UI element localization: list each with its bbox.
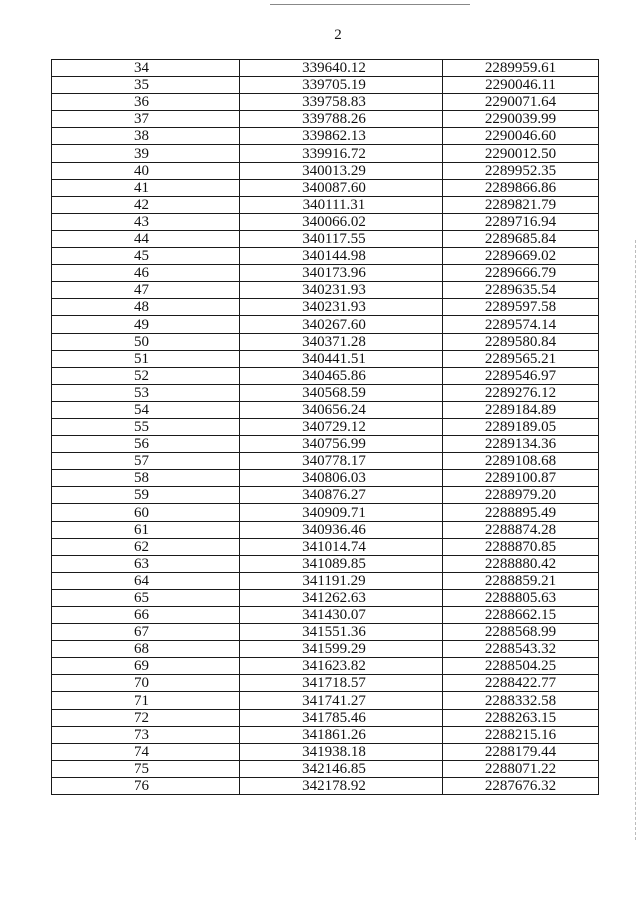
table-row bbox=[52, 230, 599, 247]
x-coordinate-cell: 340371.28 bbox=[240, 333, 443, 350]
y-coordinate-cell: 2288504.25 bbox=[443, 658, 599, 675]
point-number-cell: 39 bbox=[52, 145, 240, 162]
y-coordinate-cell: 2287676.32 bbox=[443, 777, 599, 794]
table-row bbox=[52, 607, 599, 624]
table-row bbox=[52, 470, 599, 487]
table-row bbox=[52, 384, 599, 401]
x-coordinate-cell: 340465.86 bbox=[240, 367, 443, 384]
x-coordinate-cell: 339758.83 bbox=[240, 94, 443, 111]
x-coordinate-cell: 340756.99 bbox=[240, 436, 443, 453]
point-number-cell: 45 bbox=[52, 248, 240, 265]
point-number-cell: 57 bbox=[52, 453, 240, 470]
y-coordinate-cell: 2289669.02 bbox=[443, 248, 599, 265]
point-number-cell: 64 bbox=[52, 572, 240, 589]
x-coordinate-cell: 340568.59 bbox=[240, 384, 443, 401]
x-coordinate-cell: 341262.63 bbox=[240, 589, 443, 606]
table-row bbox=[52, 213, 599, 230]
point-number-cell: 65 bbox=[52, 589, 240, 606]
table-row bbox=[52, 316, 599, 333]
y-coordinate-cell: 2290039.99 bbox=[443, 111, 599, 128]
table-row bbox=[52, 282, 599, 299]
y-coordinate-cell: 2289134.36 bbox=[443, 436, 599, 453]
y-coordinate-cell: 2289189.05 bbox=[443, 418, 599, 435]
y-coordinate-cell: 2288979.20 bbox=[443, 487, 599, 504]
y-coordinate-cell: 2290071.64 bbox=[443, 94, 599, 111]
y-coordinate-cell: 2289276.12 bbox=[443, 384, 599, 401]
point-number-cell: 75 bbox=[52, 760, 240, 777]
table-row bbox=[52, 128, 599, 145]
point-number-cell: 49 bbox=[52, 316, 240, 333]
x-coordinate-cell: 339788.26 bbox=[240, 111, 443, 128]
table-row bbox=[52, 367, 599, 384]
point-number-cell: 50 bbox=[52, 333, 240, 350]
y-coordinate-cell: 2289952.35 bbox=[443, 162, 599, 179]
table-row bbox=[52, 760, 599, 777]
x-coordinate-cell: 340013.29 bbox=[240, 162, 443, 179]
y-coordinate-cell: 2288422.77 bbox=[443, 675, 599, 692]
point-number-cell: 68 bbox=[52, 641, 240, 658]
x-coordinate-cell: 340173.96 bbox=[240, 265, 443, 282]
table-row bbox=[52, 265, 599, 282]
y-coordinate-cell: 2288215.16 bbox=[443, 726, 599, 743]
x-coordinate-cell: 341191.29 bbox=[240, 572, 443, 589]
table-row bbox=[52, 641, 599, 658]
x-coordinate-cell: 340144.98 bbox=[240, 248, 443, 265]
point-number-cell: 70 bbox=[52, 675, 240, 692]
table-row bbox=[52, 692, 599, 709]
x-coordinate-cell: 340936.46 bbox=[240, 521, 443, 538]
x-coordinate-cell: 341089.85 bbox=[240, 555, 443, 572]
x-coordinate-cell: 340231.93 bbox=[240, 282, 443, 299]
scan-edge-line bbox=[635, 240, 636, 840]
coordinates-table bbox=[51, 59, 599, 795]
y-coordinate-cell: 2289666.79 bbox=[443, 265, 599, 282]
point-number-cell: 63 bbox=[52, 555, 240, 572]
table-row bbox=[52, 94, 599, 111]
point-number-cell: 61 bbox=[52, 521, 240, 538]
y-coordinate-cell: 2289184.89 bbox=[443, 401, 599, 418]
x-coordinate-cell: 340729.12 bbox=[240, 418, 443, 435]
x-coordinate-cell: 340876.27 bbox=[240, 487, 443, 504]
point-number-cell: 40 bbox=[52, 162, 240, 179]
x-coordinate-cell: 339862.13 bbox=[240, 128, 443, 145]
y-coordinate-cell: 2288263.15 bbox=[443, 709, 599, 726]
table-row bbox=[52, 77, 599, 94]
y-coordinate-cell: 2288543.32 bbox=[443, 641, 599, 658]
x-coordinate-cell: 341741.27 bbox=[240, 692, 443, 709]
point-number-cell: 47 bbox=[52, 282, 240, 299]
x-coordinate-cell: 341785.46 bbox=[240, 709, 443, 726]
table-row bbox=[52, 658, 599, 675]
point-number-cell: 76 bbox=[52, 777, 240, 794]
table-row bbox=[52, 624, 599, 641]
table-row bbox=[52, 453, 599, 470]
y-coordinate-cell: 2288568.99 bbox=[443, 624, 599, 641]
table-row bbox=[52, 145, 599, 162]
coordinates-table-body bbox=[52, 60, 599, 795]
table-row bbox=[52, 436, 599, 453]
x-coordinate-cell: 341014.74 bbox=[240, 538, 443, 555]
y-coordinate-cell: 2289108.68 bbox=[443, 453, 599, 470]
point-number-cell: 73 bbox=[52, 726, 240, 743]
y-coordinate-cell: 2289685.84 bbox=[443, 230, 599, 247]
y-coordinate-cell: 2289635.54 bbox=[443, 282, 599, 299]
y-coordinate-cell: 2289716.94 bbox=[443, 213, 599, 230]
x-coordinate-cell: 340267.60 bbox=[240, 316, 443, 333]
y-coordinate-cell: 2289580.84 bbox=[443, 333, 599, 350]
x-coordinate-cell: 341623.82 bbox=[240, 658, 443, 675]
point-number-cell: 38 bbox=[52, 128, 240, 145]
y-coordinate-cell: 2289574.14 bbox=[443, 316, 599, 333]
x-coordinate-cell: 340778.17 bbox=[240, 453, 443, 470]
table-row bbox=[52, 572, 599, 589]
x-coordinate-cell: 340066.02 bbox=[240, 213, 443, 230]
y-coordinate-cell: 2289546.97 bbox=[443, 367, 599, 384]
x-coordinate-cell: 340656.24 bbox=[240, 401, 443, 418]
point-number-cell: 44 bbox=[52, 230, 240, 247]
table-row bbox=[52, 418, 599, 435]
table-row bbox=[52, 333, 599, 350]
point-number-cell: 53 bbox=[52, 384, 240, 401]
x-coordinate-cell: 339705.19 bbox=[240, 77, 443, 94]
x-coordinate-cell: 341718.57 bbox=[240, 675, 443, 692]
point-number-cell: 72 bbox=[52, 709, 240, 726]
point-number-cell: 59 bbox=[52, 487, 240, 504]
table-row bbox=[52, 521, 599, 538]
table-row bbox=[52, 726, 599, 743]
y-coordinate-cell: 2289821.79 bbox=[443, 196, 599, 213]
point-number-cell: 54 bbox=[52, 401, 240, 418]
y-coordinate-cell: 2288870.85 bbox=[443, 538, 599, 555]
point-number-cell: 37 bbox=[52, 111, 240, 128]
x-coordinate-cell: 342146.85 bbox=[240, 760, 443, 777]
x-coordinate-cell: 341599.29 bbox=[240, 641, 443, 658]
x-coordinate-cell: 341861.26 bbox=[240, 726, 443, 743]
x-coordinate-cell: 341938.18 bbox=[240, 743, 443, 760]
point-number-cell: 71 bbox=[52, 692, 240, 709]
table-row bbox=[52, 504, 599, 521]
x-coordinate-cell: 339916.72 bbox=[240, 145, 443, 162]
table-row bbox=[52, 248, 599, 265]
y-coordinate-cell: 2288071.22 bbox=[443, 760, 599, 777]
x-coordinate-cell: 340087.60 bbox=[240, 179, 443, 196]
page-number: 2 bbox=[334, 27, 342, 43]
x-coordinate-cell: 341551.36 bbox=[240, 624, 443, 641]
point-number-cell: 74 bbox=[52, 743, 240, 760]
point-number-cell: 41 bbox=[52, 179, 240, 196]
point-number-cell: 35 bbox=[52, 77, 240, 94]
y-coordinate-cell: 2288880.42 bbox=[443, 555, 599, 572]
y-coordinate-cell: 2289565.21 bbox=[443, 350, 599, 367]
y-coordinate-cell: 2288179.44 bbox=[443, 743, 599, 760]
y-coordinate-cell: 2289866.86 bbox=[443, 179, 599, 196]
point-number-cell: 55 bbox=[52, 418, 240, 435]
y-coordinate-cell: 2288332.58 bbox=[443, 692, 599, 709]
y-coordinate-cell: 2288805.63 bbox=[443, 589, 599, 606]
table-row bbox=[52, 196, 599, 213]
x-coordinate-cell: 340117.55 bbox=[240, 230, 443, 247]
x-coordinate-cell: 342178.92 bbox=[240, 777, 443, 794]
table-row bbox=[52, 350, 599, 367]
y-coordinate-cell: 2290046.11 bbox=[443, 77, 599, 94]
y-coordinate-cell: 2290012.50 bbox=[443, 145, 599, 162]
point-number-cell: 43 bbox=[52, 213, 240, 230]
point-number-cell: 42 bbox=[52, 196, 240, 213]
y-coordinate-cell: 2290046.60 bbox=[443, 128, 599, 145]
table-row bbox=[52, 777, 599, 794]
table-row bbox=[52, 675, 599, 692]
table-row bbox=[52, 555, 599, 572]
point-number-cell: 62 bbox=[52, 538, 240, 555]
table-row bbox=[52, 538, 599, 555]
x-coordinate-cell: 340231.93 bbox=[240, 299, 443, 316]
table-row bbox=[52, 401, 599, 418]
point-number-cell: 67 bbox=[52, 624, 240, 641]
table-row bbox=[52, 487, 599, 504]
point-number-cell: 36 bbox=[52, 94, 240, 111]
point-number-cell: 46 bbox=[52, 265, 240, 282]
point-number-cell: 66 bbox=[52, 607, 240, 624]
x-coordinate-cell: 340806.03 bbox=[240, 470, 443, 487]
point-number-cell: 48 bbox=[52, 299, 240, 316]
point-number-cell: 69 bbox=[52, 658, 240, 675]
table-row bbox=[52, 299, 599, 316]
point-number-cell: 51 bbox=[52, 350, 240, 367]
point-number-cell: 56 bbox=[52, 436, 240, 453]
table-row bbox=[52, 111, 599, 128]
y-coordinate-cell: 2289100.87 bbox=[443, 470, 599, 487]
table-row bbox=[52, 589, 599, 606]
point-number-cell: 60 bbox=[52, 504, 240, 521]
x-coordinate-cell: 339640.12 bbox=[240, 60, 443, 77]
point-number-cell: 34 bbox=[52, 60, 240, 77]
y-coordinate-cell: 2289597.58 bbox=[443, 299, 599, 316]
table-row bbox=[52, 162, 599, 179]
y-coordinate-cell: 2288895.49 bbox=[443, 504, 599, 521]
y-coordinate-cell: 2288859.21 bbox=[443, 572, 599, 589]
top-rule bbox=[270, 4, 470, 5]
x-coordinate-cell: 340909.71 bbox=[240, 504, 443, 521]
table-row bbox=[52, 179, 599, 196]
table-row bbox=[52, 743, 599, 760]
x-coordinate-cell: 340111.31 bbox=[240, 196, 443, 213]
table-row bbox=[52, 60, 599, 77]
point-number-cell: 58 bbox=[52, 470, 240, 487]
x-coordinate-cell: 340441.51 bbox=[240, 350, 443, 367]
table-row bbox=[52, 709, 599, 726]
y-coordinate-cell: 2289959.61 bbox=[443, 60, 599, 77]
x-coordinate-cell: 341430.07 bbox=[240, 607, 443, 624]
y-coordinate-cell: 2288662.15 bbox=[443, 607, 599, 624]
point-number-cell: 52 bbox=[52, 367, 240, 384]
y-coordinate-cell: 2288874.28 bbox=[443, 521, 599, 538]
